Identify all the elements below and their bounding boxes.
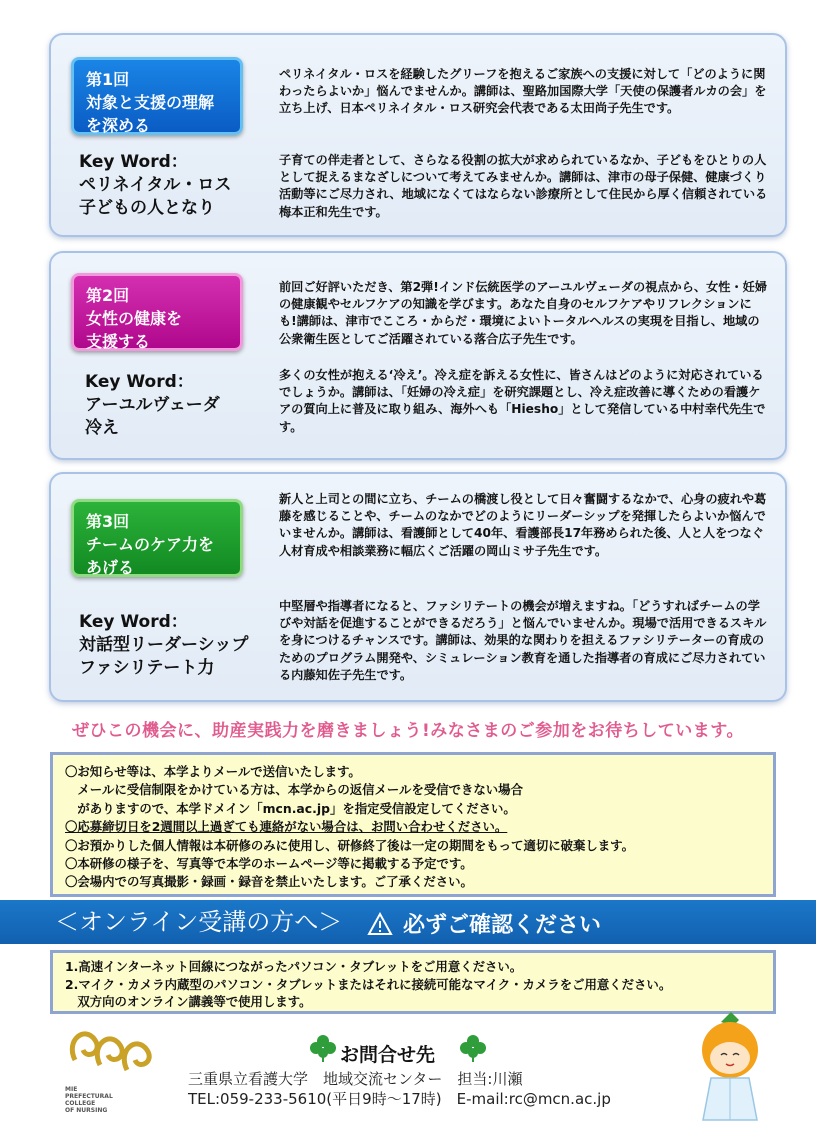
session-3-badge: 第3回 チームのケア力を あげる: [71, 499, 243, 577]
notice-line: がありますので、本学ドメイン「mcn.ac.jp」を指定受信設定してください。: [65, 800, 516, 816]
session-1-desc-2: 子育ての伴走者として、さらなる役割の拡大が求められているなか、子どもをひとりの人として捉えるまなざしについて考えてみませんか。講師は、津市の母子保健、健康づくり活動等にご尽力され、地域になくてはならない診療所として住民から厚く信頼されている梅本正和先生です。: [279, 153, 768, 219]
college-logo: [65, 1020, 165, 1130]
notice-line: 〇お知らせ等は、本学よりメールで送信いたします。: [65, 764, 361, 779]
session-2-badge: 第2回 女性の健康を 支援する: [71, 273, 243, 351]
session-1-badge: 第1回 対象と支援の理解 を深める: [71, 57, 243, 135]
online-banner: [0, 900, 816, 944]
logo-text: MIE PREFECTURAL COLLEGE OF NURSING: [65, 1086, 113, 1114]
clover-icon: [308, 1033, 338, 1063]
online-line: 2.マイク・カメラ内蔵型のパソコン・タブレットまたはそれに接続可能なマイク・カメラをご用意ください。: [65, 976, 672, 992]
session-3-keyword: Key Word： 対話型リーダーシップ ファシリテート力: [79, 612, 249, 678]
online-line: 1.高速インターネット回線につながったパソコン・タブレットをご用意ください。: [65, 959, 523, 974]
notice-line: 〇会場内での写真撮影・録画・録音を禁止いたします。ご了承ください。: [65, 874, 473, 890]
session-2-desc-1: 前回ご好評いただき、第2弾!インド伝統医学のアーユルヴェーダの視点から、女性・妊婦の健康観やセルフケアの知識を学びます。あなた自身のセルフケアやリフレクションにも!講師は、津市でこころ・からだ・環境によいトータルヘルスの実現を目指し、地域の公衆衛生医としてご活躍されている落合広子先生です。: [279, 280, 768, 346]
session-card-2: [49, 251, 787, 460]
warning-icon: [367, 912, 393, 936]
banner-warning: [367, 908, 601, 939]
session-card-3: [49, 472, 787, 702]
online-box: [50, 950, 776, 1014]
contact-phone-email: TEL:059-233-5610(平日9時～17時) E-mail:rc@mcn.ac.jp: [188, 1090, 611, 1108]
call-to-action: ぜひこの機会に、助産実践力を磨きましょう!みなさまのご参加をお待ちしています。: [72, 721, 744, 741]
session-2-desc-2: 多くの女性が抱える‘冷え’。冷え症を訴える女性に、皆さんはどのように対応されているでしょうか。講師は、「妊婦の冷え症」を研究課題とし、冷え症改善に導くための看護ケアの質向上に普及に取り組み、海外へも「Hiesho」として発信している中村幸代先生です。: [279, 368, 766, 434]
notice-line: メールに受信制限をかけている方は、本学からの返信メールを受信できない場合: [65, 782, 523, 798]
session-1-desc-1: ペリネイタル・ロスを経験したグリーフを抱えるご家族への支援に対して「どのように関わったらよいか」悩んでませんか。講師は、聖路加国際大学「天使の保護者ルカの会」を立ち上げ、日本ペリネイタル・ロス研究会代表である太田尚子先生です。: [279, 67, 767, 116]
session-3-desc-2: 中堅層や指導者になると、ファシリテートの機会が増えますね。「どうすればチームの学びや対話を促進することができるだろう」と悩んでいませんか。現場で活用できるスキルを身につけるチャンスです。講師は、効果的な関わりを担えるファシリテーターの育成のためのプログラム開発や、シミュレーション教育を通した指導者の育成にご尽力されている内藤知佐子先生です。: [279, 599, 767, 682]
mascot-icon: [683, 1010, 778, 1125]
logo-mark: [65, 1020, 165, 1080]
session-3-desc-1: 新人と上司との間に立ち、チームの橋渡し役として日々奮闘するなかで、心身の疲れや葛藤を感じることや、チームのなかでどのようにリーダーシップを発揮したらよいか悩んでいませんか。講師は、看護師として40年、看護部長17年務められた後、人と人をつなぐ人材育成や相談業務に幅広くご活躍の岡山ミサ子先生です。: [279, 492, 767, 558]
banner-title: ＜オンライン受講の方へ＞: [55, 908, 343, 936]
notice-line-deadline: 〇応募締切日を2週間以上過ぎても連絡がない場合は、お問い合わせください。: [65, 819, 508, 835]
clover-icon: [458, 1033, 488, 1063]
online-line: 双方向のオンライン講義等で使用します。: [65, 994, 312, 1009]
session-1-keyword: Key Word： ペリネイタル・ロス 子どもの人となり: [79, 152, 232, 218]
session-2-keyword: Key Word： アーユルヴェーダ 冷え: [85, 372, 220, 438]
notice-line: 〇お預かりした個人情報は本研修のみに使用し、研修終了後は一定の期間をもって適切に破棄します。: [65, 837, 634, 853]
session-card-1: [49, 33, 787, 237]
contact-address: 三重県立看護大学 地域交流センター 担当:川瀬: [188, 1070, 523, 1088]
banner-warning-text: 必ずご確認ください: [403, 913, 602, 938]
notice-box: [50, 752, 776, 897]
notice-line: 〇本研修の様子を、写真等で本学のホームページ等に掲載する予定です。: [65, 856, 473, 872]
contact-title: お問合せ先: [340, 1044, 436, 1066]
